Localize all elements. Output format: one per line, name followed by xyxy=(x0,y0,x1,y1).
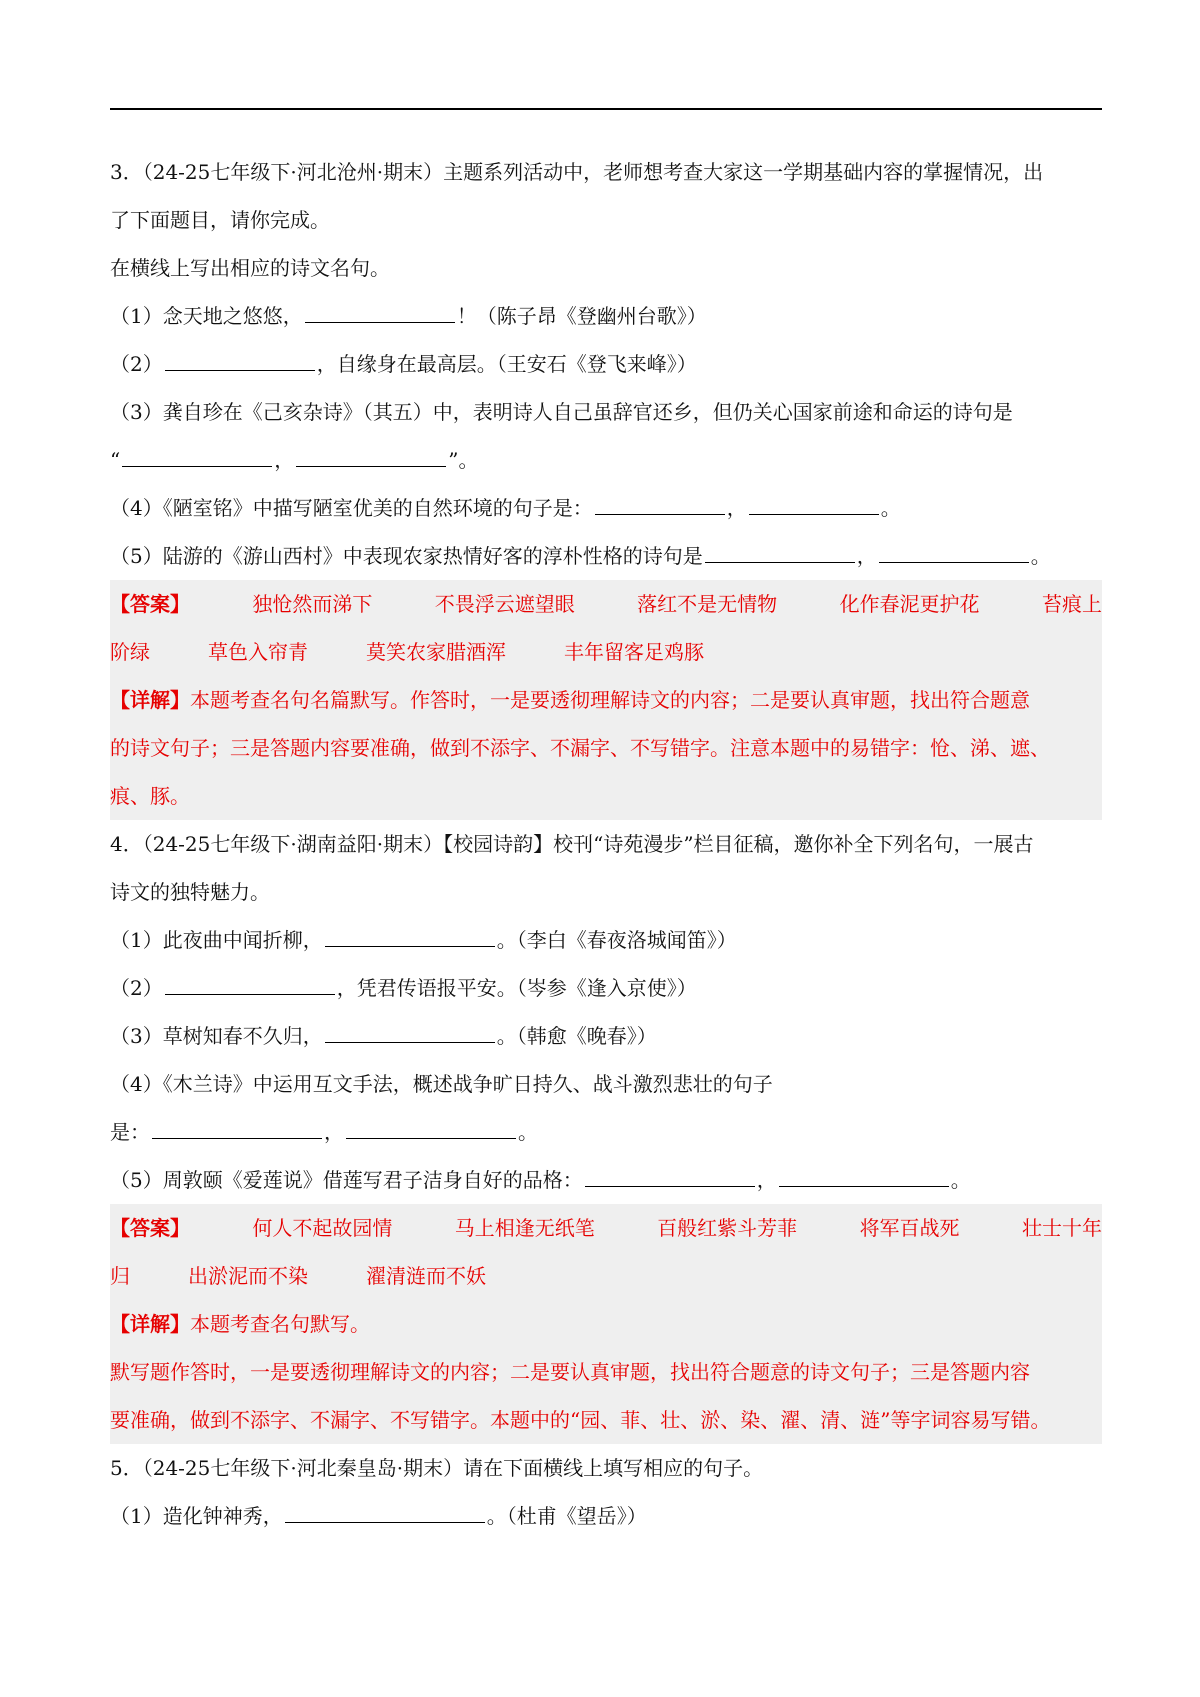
q4-answer-row2 xyxy=(110,1252,1102,1300)
answer-label: 【答案】 xyxy=(110,592,190,616)
q3-answer-box xyxy=(110,580,1102,820)
q3-item-3-blanks: “ ， ”。 xyxy=(110,448,479,472)
answer-label: 【答案】 xyxy=(110,1216,190,1240)
q3-item-2: （2） ，自缘身在最高层。（王安石《登飞来峰》） xyxy=(110,352,697,376)
detail-label: 【详解】 xyxy=(110,1312,190,1336)
q3-intro-line2: 了下面题目，请你完成。 xyxy=(110,208,330,232)
q3-item-4: （4）《陋室铭》中描写陋室优美的自然环境的句子是： ， 。 xyxy=(110,496,901,520)
answer-blank[interactable] xyxy=(346,1137,516,1139)
q5-intro-line1: 5．（24-25七年级下·河北秦皇岛·期末）请在下面横线上填写相应的句子。 xyxy=(110,1456,764,1480)
answer-blank[interactable] xyxy=(325,945,495,947)
q3-answer-row2 xyxy=(110,628,1102,676)
answer-blank[interactable] xyxy=(749,513,879,515)
q3-item-1: （1）念天地之悠悠， ！（陈子昂《登幽州台歌》） xyxy=(110,304,707,328)
q4-intro-line2: 诗文的独特魅力。 xyxy=(110,880,270,904)
q3-detail-line3: 痕、豚。 xyxy=(110,784,190,808)
q4-answer-box xyxy=(110,1204,1102,1444)
q3-item-5: （5）陆游的《游山西村》中表现农家热情好客的淳朴性格的诗句是 ， 。 xyxy=(110,544,1051,568)
answer-item: 壮士十年 xyxy=(1021,1216,1102,1240)
q4-item-1: （1）此夜曲中闻折柳， 。（李白《春夜洛城闻笛》） xyxy=(110,928,737,952)
answer-item: 归 xyxy=(110,1264,130,1288)
q3-answer-row1 xyxy=(110,580,1102,628)
answer-item: 阶绿 xyxy=(110,640,150,664)
answer-item: 何人不起故园情 xyxy=(252,1216,393,1240)
answer-blank[interactable] xyxy=(165,993,335,995)
answer-item: 草色入帘青 xyxy=(208,640,308,664)
content xyxy=(110,148,1102,1540)
answer-item: 不畏浮云遮望眼 xyxy=(434,592,575,616)
q4-item-2: （2） ，凭君传语报平安。（岑参《逢入京使》） xyxy=(110,976,697,1000)
q4-item-4-blanks: 是： ， 。 xyxy=(110,1120,538,1144)
answer-blank[interactable] xyxy=(585,1185,755,1187)
question-3 xyxy=(110,148,1102,580)
answer-item: 独怆然而涕下 xyxy=(252,592,373,616)
answer-item: 莫笑农家腊酒浑 xyxy=(366,640,506,664)
q4-item-3: （3）草树知春不久归， 。（韩愈《晚春》） xyxy=(110,1024,657,1048)
answer-blank[interactable] xyxy=(325,1041,495,1043)
header-rule xyxy=(110,108,1102,110)
answer-blank[interactable] xyxy=(152,1137,322,1139)
q5-item-1: （1）造化钟神秀， 。（杜甫《望岳》） xyxy=(110,1504,647,1528)
q3-intro-line1: 3．（24-25七年级下·河北沧州·期末）主题系列活动中，老师想考查大家这一学期基础内容的掌握情况，出 xyxy=(110,160,1044,184)
q4-detail-line1: 【详解】本题考查名句默写。 xyxy=(110,1312,370,1336)
q4-intro-line1: 4．（24-25七年级下·湖南益阳·期末）【校园诗韵】校刊“诗苑漫步”栏目征稿，邀你补全下列名句，一展古 xyxy=(110,832,1034,856)
answer-item: 出淤泥而不染 xyxy=(188,1264,308,1288)
answer-blank[interactable] xyxy=(595,513,725,515)
answer-item: 苔痕上 xyxy=(1041,592,1102,616)
answer-item: 落红不是无情物 xyxy=(637,592,778,616)
question-4 xyxy=(110,820,1102,1204)
answer-item: 马上相逢无纸笔 xyxy=(454,1216,595,1240)
q4-detail-line2: 默写题作答时，一是要透彻理解诗文的内容；二是要认真审题，找出符合题意的诗文句子；三是答题内容 xyxy=(110,1360,1030,1384)
detail-label: 【详解】 xyxy=(110,688,190,712)
answer-blank[interactable] xyxy=(122,465,272,467)
q3-item-3: （3）龚自珍在《己亥杂诗》（其五）中，表明诗人自己虽辞官还乡，但仍关心国家前途和命运的诗句是 xyxy=(110,400,1013,424)
answer-blank[interactable] xyxy=(779,1185,949,1187)
answer-blank[interactable] xyxy=(165,369,315,371)
answer-item: 化作春泥更护花 xyxy=(839,592,980,616)
answer-blank[interactable] xyxy=(296,465,446,467)
q4-item-5: （5）周敦颐《爱莲说》借莲写君子洁身自好的品格： ， 。 xyxy=(110,1168,971,1192)
question-5 xyxy=(110,1444,1102,1540)
answer-item: 濯清涟而不妖 xyxy=(366,1264,486,1288)
q3-detail-line1: 【详解】本题考查名句名篇默写。作答时，一是要透彻理解诗文的内容；二是要认真审题，找出符合题意 xyxy=(110,688,1030,712)
answer-blank[interactable] xyxy=(705,561,855,563)
q4-detail-line3: 要准确，做到不添字、不漏字、不写错字。本题中的“园、菲、壮、淤、染、濯、清、涟”等字词容易写错。 xyxy=(110,1408,1051,1432)
q4-item-4: （4）《木兰诗》中运用互文手法，概述战争旷日持久、战斗激烈悲壮的句子 xyxy=(110,1072,773,1096)
answer-item: 将军百战死 xyxy=(859,1216,960,1240)
answer-item: 丰年留客足鸡豚 xyxy=(564,640,704,664)
q3-detail-line2: 的诗文句子；三是答题内容要准确，做到不添字、不漏字、不写错字。注意本题中的易错字：怆、涕、遮、 xyxy=(110,736,1050,760)
answer-blank[interactable] xyxy=(879,561,1029,563)
q3-instruction: 在横线上写出相应的诗文名句。 xyxy=(110,256,390,280)
answer-item: 百般红紫斗芳菲 xyxy=(657,1216,798,1240)
q4-answer-row1 xyxy=(110,1204,1102,1252)
answer-blank[interactable] xyxy=(305,321,455,323)
answer-blank[interactable] xyxy=(285,1521,485,1523)
